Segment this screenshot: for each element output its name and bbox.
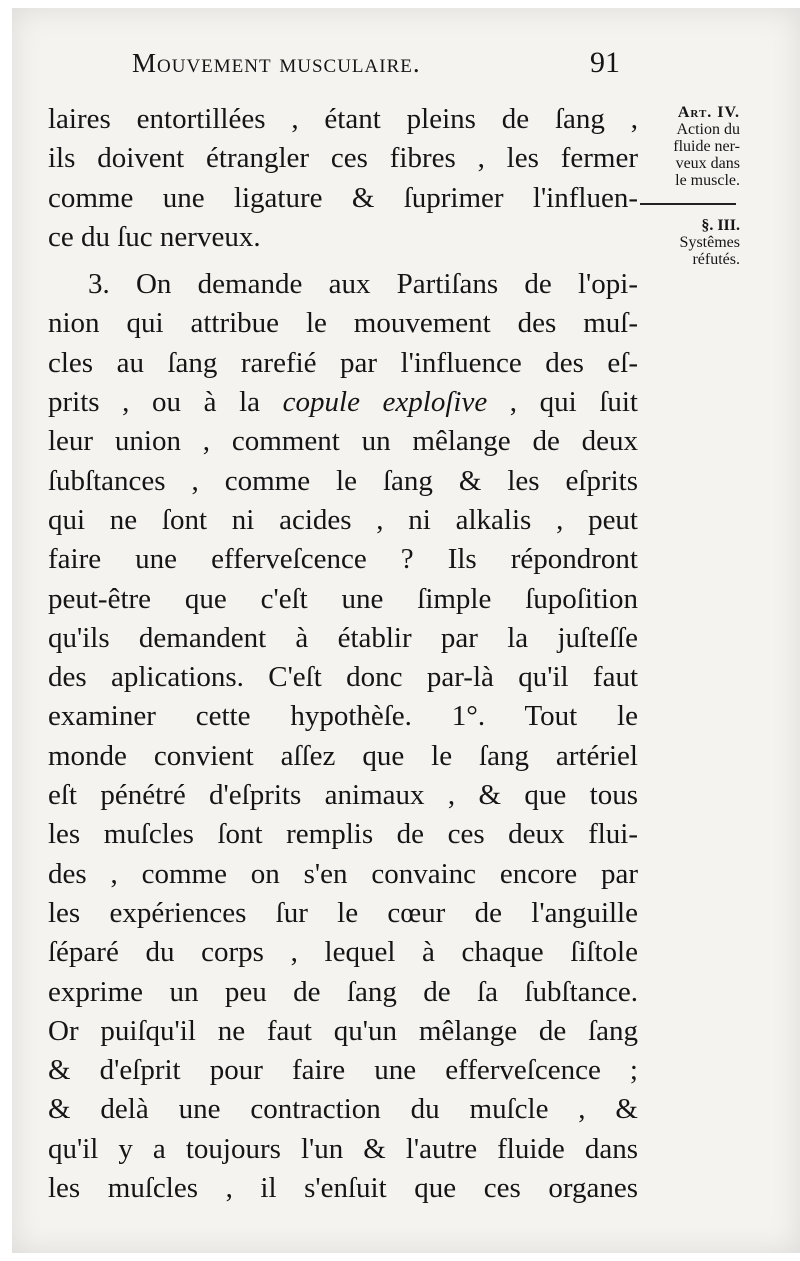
text-line: Or puiſqu'il ne faut qu'un mêlange de ſang bbox=[48, 1014, 638, 1047]
margin-divider bbox=[640, 203, 736, 205]
margin-note-line: fluide ner- bbox=[673, 138, 740, 155]
text-line: leur union , comment un mêlange de deux bbox=[48, 425, 638, 458]
text-fragment: , qui ſuit bbox=[487, 386, 638, 419]
text-line: & delà une contraction du muſcle , & bbox=[48, 1093, 638, 1126]
text-line: cles au ſang rarefié par l'influence des eſ- bbox=[48, 346, 638, 379]
text-line: des aplications. C'eſt donc par-là qu'il faut bbox=[48, 661, 638, 694]
text-line: des , comme on s'en convainc encore par bbox=[48, 857, 638, 890]
text-line: nion qui attribue le mouvement des muſ- bbox=[48, 307, 638, 340]
text-line: ils doivent étrangler ces fibres , les fermer bbox=[48, 142, 638, 175]
text-fragment: prits , ou à la bbox=[48, 386, 283, 419]
margin-section-label: §. III. bbox=[701, 217, 740, 234]
text-line: ce du ſuc nerveux. bbox=[48, 220, 261, 253]
book-page bbox=[12, 8, 800, 1253]
text-line: les muſcles ſont remplis de ces deux flui- bbox=[48, 818, 638, 851]
running-title: Mouvement musculaire. bbox=[132, 48, 421, 78]
text-line-with-italic bbox=[48, 383, 638, 422]
text-line: 3. On demande aux Partiſans de l'opi- bbox=[88, 268, 638, 301]
margin-note-line: réfutés. bbox=[692, 251, 740, 268]
text-line: qu'il y a toujours l'un & l'autre fluide dans bbox=[48, 1132, 638, 1165]
text-line: qu'ils demandent à établir par la juſteſſe bbox=[48, 621, 638, 654]
text-line: eſt pénétré d'eſprits animaux , & que tous bbox=[48, 779, 638, 812]
text-line: peut-être que c'eſt une ſimple ſupoſition bbox=[48, 582, 638, 615]
text-line: les expériences ſur le cœur de l'anguille bbox=[48, 896, 638, 929]
margin-note-line: Systêmes bbox=[679, 234, 740, 251]
paragraph-gap bbox=[48, 257, 638, 265]
page-number: 91 bbox=[590, 46, 620, 79]
text-line: & d'eſprit pour faire une efferveſcence ; bbox=[48, 1054, 638, 1087]
text-line: ſubſtances , comme le ſang & les eſprits bbox=[48, 464, 638, 497]
text-line: exprime un peu de ſang de ſa ſubſtance. bbox=[48, 975, 638, 1008]
text-line: qui ne ſont ni acides , ni alkalis , peut bbox=[48, 503, 638, 536]
margin-note-line: Action du bbox=[676, 121, 740, 138]
margin-article-label: Art. IV. bbox=[677, 104, 740, 121]
text-line: laires entortillées , étant pleins de ſang , bbox=[48, 103, 638, 135]
running-header bbox=[12, 46, 800, 90]
main-text bbox=[48, 100, 638, 1208]
text-line: examiner cette hypothèſe. 1°. Tout le bbox=[48, 700, 638, 733]
text-line: monde convient aſſez que le ſang artériel bbox=[48, 739, 638, 772]
margin-note-line: veux dans bbox=[675, 155, 740, 172]
text-line: comme une ligature & ſuprimer l'influen- bbox=[48, 181, 638, 214]
margin-note-line: le muscle. bbox=[675, 172, 740, 189]
text-line: les muſcles , il s'enſuit que ces organes bbox=[48, 1172, 638, 1205]
text-line: ſéparé du corps , lequel à chaque ſiſtole bbox=[48, 936, 638, 969]
margin-notes bbox=[632, 104, 740, 268]
italic-term: copule exploſive bbox=[282, 386, 488, 419]
text-line: faire une efferveſcence ? Ils répondront bbox=[48, 543, 638, 576]
